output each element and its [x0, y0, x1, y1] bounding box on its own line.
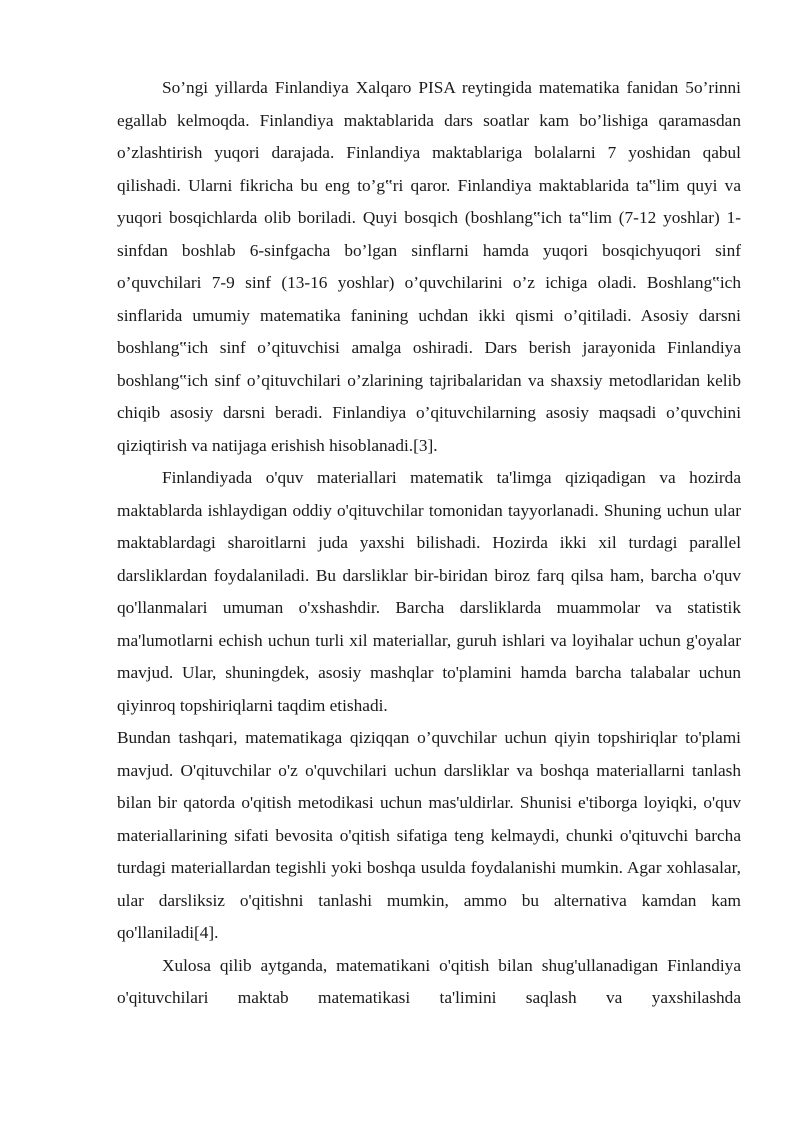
paragraph-study-materials: Finlandiyada o'quv materiallari matematik ta'limga qiziqadigan va hozirda maktablarda ishlaydigan oddiy o'qituvchilar tomonidan tayyorlanadi. Shuning uchun ular maktablardagi sharoitlarni juda yaxshi bilishadi. Hozirda ikki xil turdagi parallel darsliklardan foydalaniladi. Bu darsliklar bir-biridan biroz farq qilsa ham, barcha o'quv qo'llanmalari umuman o'xshashdir. Barcha darsliklarda muammolar va statistik ma'lumotlarni echish uchun turli xil materiallar, guruh ishlari va loyihalar uchun g'oyalar mavjud. Ular, shuningdek, asosiy mashqlar to'plamini hamda barcha talabalar uchun qiyinroq topshiriqlarni taqdim etishadi.: [117, 468, 741, 715]
paragraph-pisa-ranking: So’ngi yillarda Finlandiya Xalqaro PISA reytingida matematika fanidan 5o’rinni egallab kelmoqda. Finlandiya maktablarida dars soatlar kam bo’lishiga qaramasdan o’zlashtirish yuqori darajada. Finlandiya maktablariga bolalarni 7 yoshidan qabul qilishadi. Ularni fikricha bu eng to’g‟ri qaror. Finlandiya maktablarida ta‟lim quyi va yuqori bosqichlarda olib boriladi. Quyi bosqich (boshlang‟ich ta‟lim (7-12 yoshlar) 1-sinfdan boshlab 6-sinfgacha bo’lgan sinflarni hamda yuqori bosqichyuqori sinf o’quvchilari 7-9 sinf (13-16 yoshlar) o’quvchilarini o’z ichiga oladi. Boshlang‟ich sinflarida umumiy matematika fanining uchdan ikki qismi o’qitiladi. Asosiy darsni boshlang‟ich sinf o’qituvchisi amalga oshiradi. Dars berish jarayonida Finlandiya boshlang‟ich sinf o’qituvchilari o’zlarining tajribalaridan va shaxsiy metodlaridan kelib chiqib asosiy darsni beradi. Finlandiya o’qituvchilarning asosiy maqsadi o’quvchini qiziqtirish va natijaga erishish hisoblanadi.[3].: [117, 78, 741, 455]
paragraph-teacher-choice: Bundan tashqari, matematikaga qiziqqan o’quvchilar uchun qiyin topshiriqlar to'plami mavjud. O'qituvchilar o'z o'quvchilari uchun darsliklar va boshqa materiallarni tanlash bilan bir qatorda o'qitish metodikasi uchun mas'uldirlar. Shunisi e'tiborga loyiqki, o'quv materiallarining sifati bevosita o'qitish sifatiga teng kelmaydi, chunki o'qituvchi barcha turdagi materiallardan tegishli yoki boshqa usulda foydalanishi mumkin. Agar xohlasalar, ular darsliksiz o'qitishni tanlashi mumkin, ammo bu alternativa kamdan kam qo'llaniladi[4].: [117, 728, 741, 942]
body-text: [117, 72, 741, 1015]
paragraph-conclusion: Xulosa qilib aytganda, matematikani o'qitish bilan shug'ullanadigan Finlandiya o'qituvchilari maktab matematikasi ta'limini saqlash va yaxshilashda: [117, 955, 741, 1007]
